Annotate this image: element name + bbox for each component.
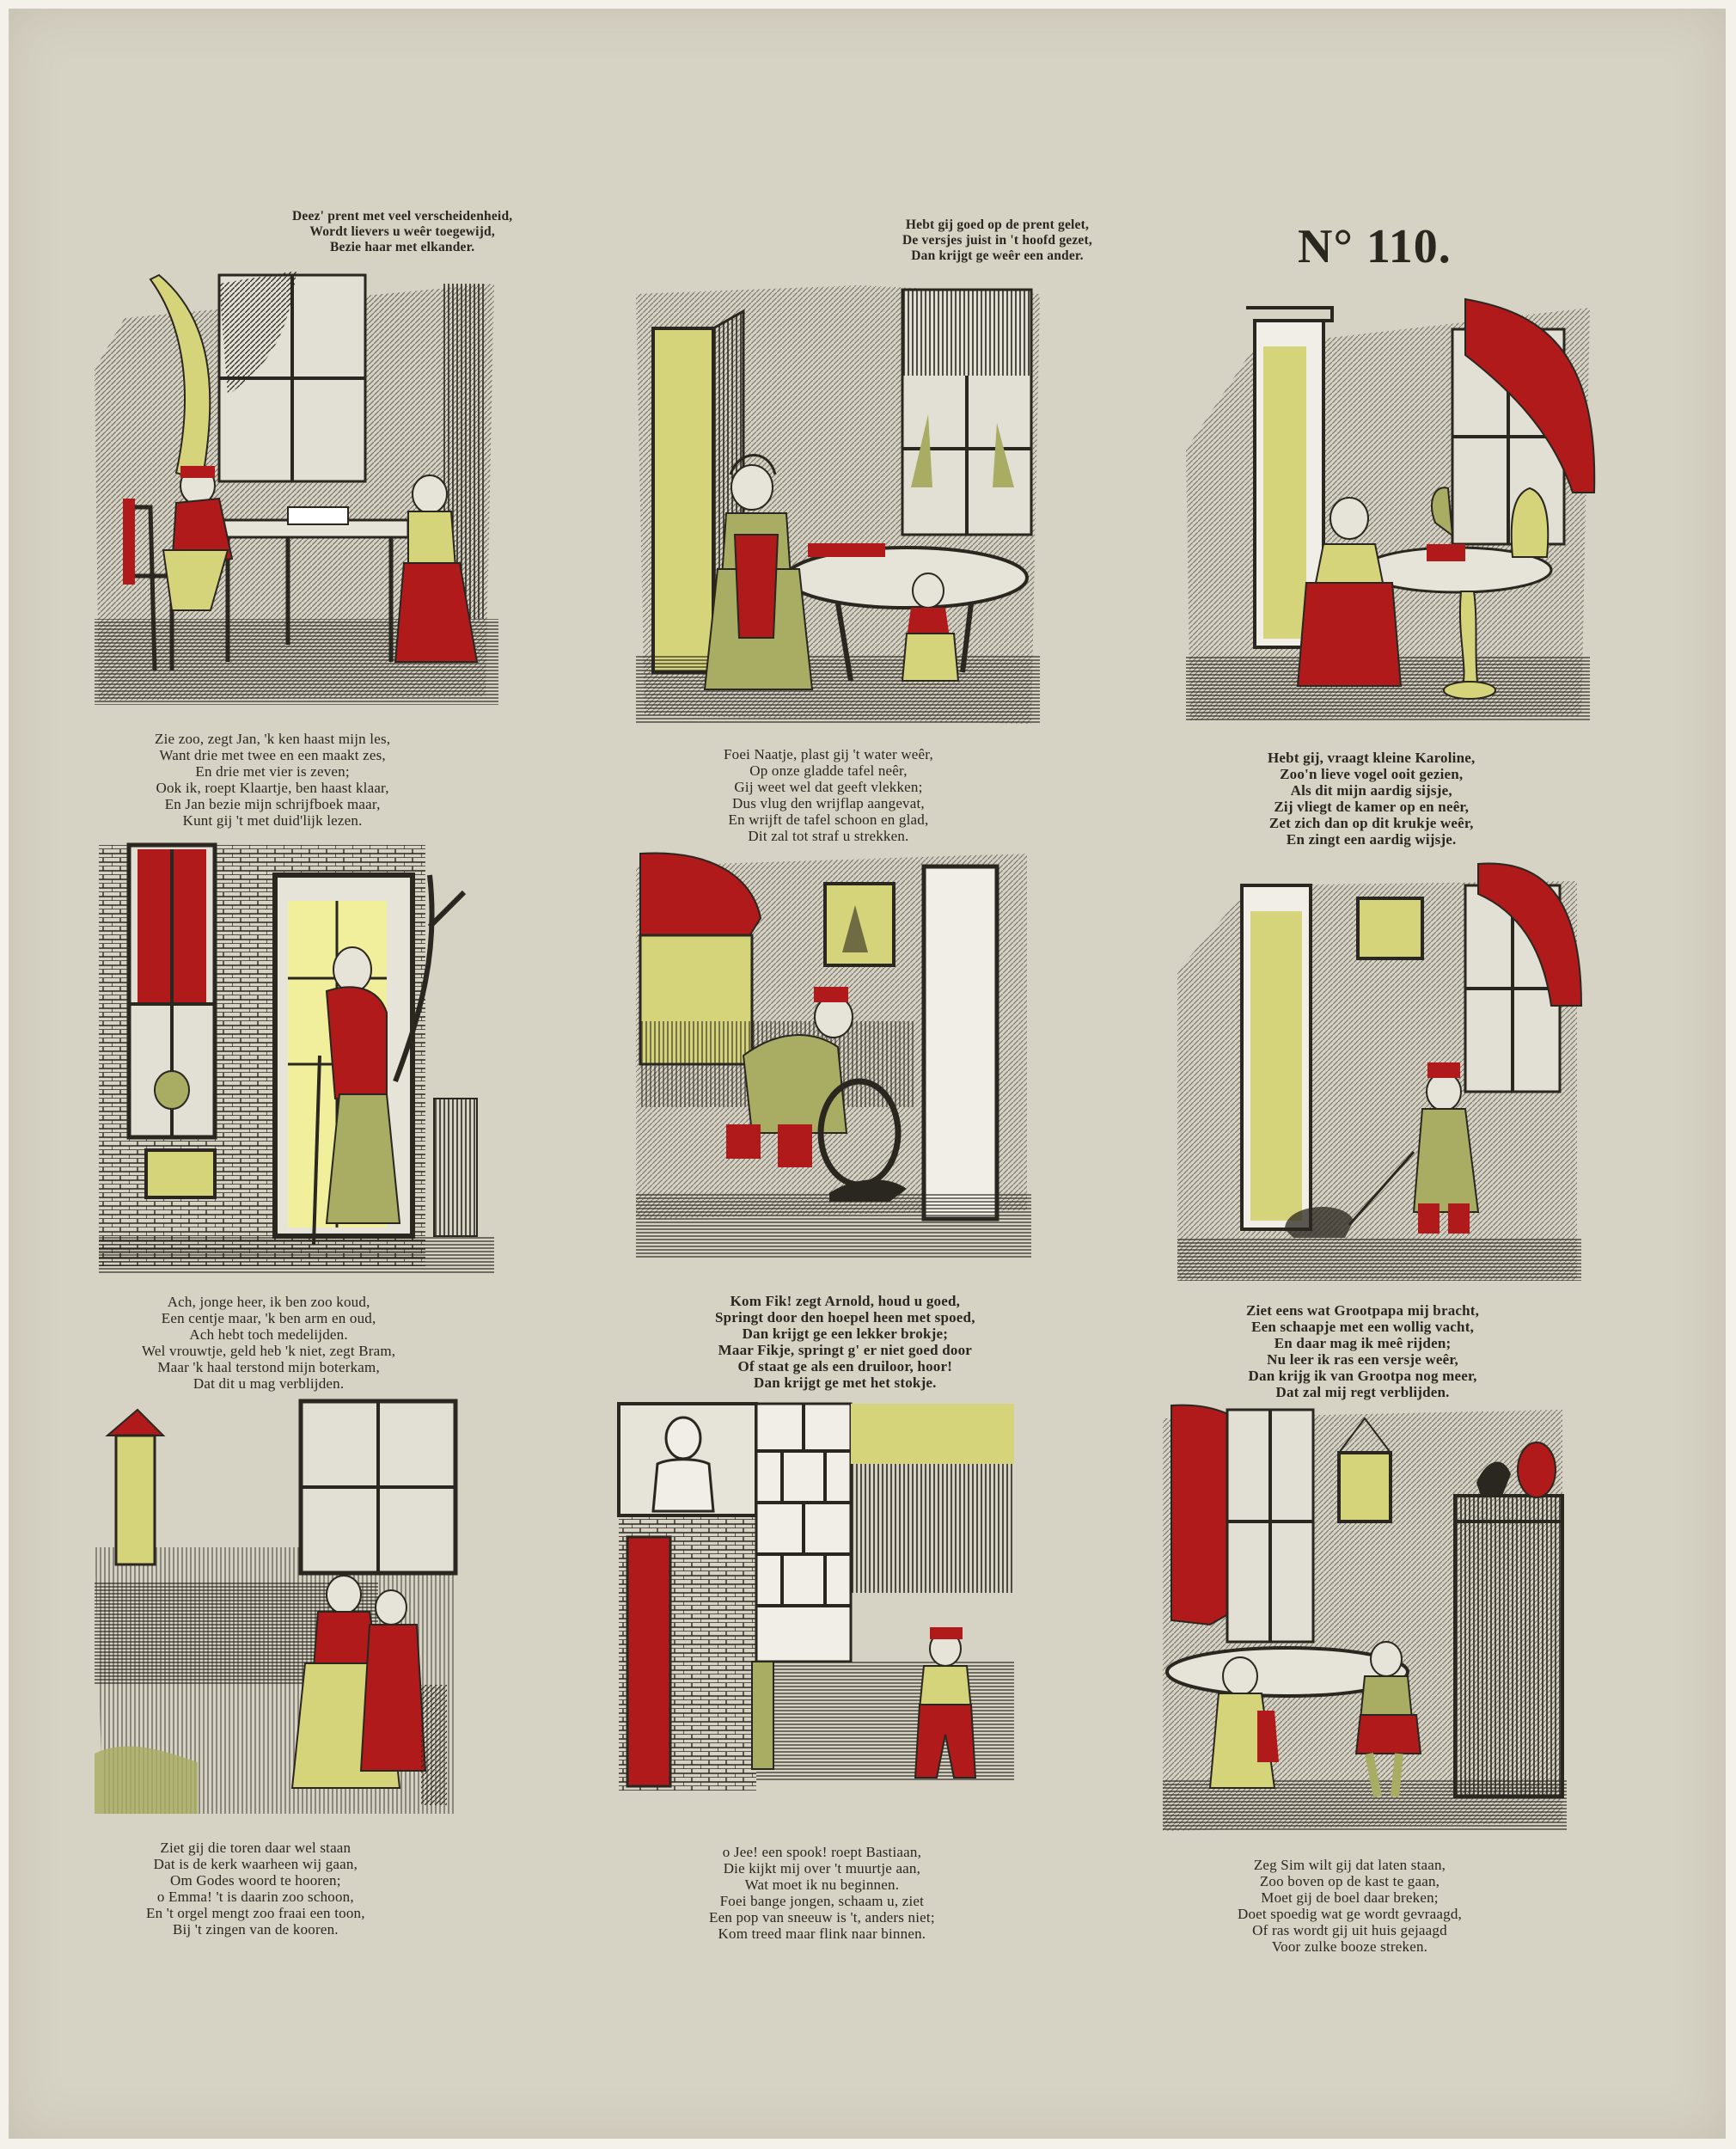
- intro-verse-right: Hebt gij goed op de prent gelet, De versjes juist in 't hoofd gezet, Dan krijgt ge weêr een ander.: [902, 217, 1092, 263]
- caption-table-wipe: Foei Naatje, plast gij 't water weêr, Op onze gladde tafel neêr, Gij weet wel dat geeft vlekken; Dus vlug den wrijflap aangevat, En wrijft de tafel schoon en glad, Dit zal tot straf u strekken.: [724, 746, 933, 844]
- plate-number: N° 110.: [1298, 220, 1452, 273]
- panel-toy-sheep-illustration: [1173, 860, 1586, 1285]
- panel-hoop-dog-illustration: [632, 849, 1036, 1262]
- caption-monkey-cabinet: Zeg Sim wilt gij dat laten staan, Zoo boven op de kast te gaan, Moet gij de boel daar breken; Doet spoedig wat ge wordt gevraagd, Of ras wordt gij uit huis gejaagd Voor zulke booze streken.: [1238, 1857, 1462, 1955]
- panel-church-tower-illustration: [95, 1393, 460, 1818]
- caption-parrot: Hebt gij, vraagt kleine Karoline, Zoo'n lieve vogel ooit gezien, Als dit mijn aardig sijsje, Zij vliegt de kamer op en neêr, Zet zich dan op dit krukje weêr, En zingt een aardig wijsje.: [1268, 750, 1476, 848]
- panel-old-woman-illustration: [95, 841, 498, 1279]
- caption-church-tower: Ziet gij die toren daar wel staan Dat is de kerk waarheen wij gaan, Om Godes woord te hooren; o Emma! 't is daarin zoo schoon, En 't orgel mengt zoo fraai een toon, Bij 't zingen van de kooren.: [146, 1840, 365, 1938]
- panel-snowman-illustration: [614, 1399, 1018, 1795]
- caption-hoop-dog: Kom Fik! zegt Arnold, houd u goed, Springt door den hoepel heen met spoed, Dan krijgt ge een lekker brokje; Maar Fikje, springt g' er niet goed door Of staat ge als een druiloor, hoor! Dan krijgt ge met het stokje.: [715, 1293, 975, 1391]
- intro-verse-left: Deez' prent met veel verscheidenheid, Wordt lievers u weêr toegewijd, Bezie haar met elkander.: [292, 209, 513, 254]
- panel-table-wipe-illustration: [627, 277, 1048, 732]
- print-sheet: [9, 9, 1726, 2139]
- caption-old-woman: Ach, jonge heer, ik ben zoo koud, Een centje maar, 'k ben arm en oud, Ach hebt toch medelijden. Wel vrouwtje, geld heb 'k niet, zegt Bram, Maar 'k haal terstond mijn boterkam, Dat dit u mag verblijden.: [142, 1294, 396, 1392]
- panel-parrot-illustration: [1177, 295, 1598, 725]
- panel-study-illustration: [90, 266, 503, 709]
- caption-toy-sheep: Ziet eens wat Grootpapa mij bracht, Een schaapje met een wollig vacht, En daar mag ik meê rijden; Nu leer ik ras een versje weêr, Dan krijg ik van Grootpa nog meer, Dat zal mij regt verblijden.: [1246, 1302, 1480, 1400]
- panel-monkey-cabinet-illustration: [1158, 1401, 1571, 1835]
- caption-snowman: o Jee! een spook! roept Bastiaan, Die kijkt mij over 't muurtje aan, Wat moet ik nu beginnen. Foei bange jongen, schaam u, ziet Een pop van sneeuw is 't, anders niet; Kom treed maar flink naar binnen.: [709, 1844, 935, 1942]
- caption-study: Zie zoo, zegt Jan, 'k ken haast mijn les, Want drie met twee en een maakt zes, En drie met vier is zeven; Ook ik, roept Klaartje, ben haast klaar, En Jan bezie mijn schrijfboek maar, Kunt gij 't met duid'lijk lezen.: [155, 731, 391, 829]
